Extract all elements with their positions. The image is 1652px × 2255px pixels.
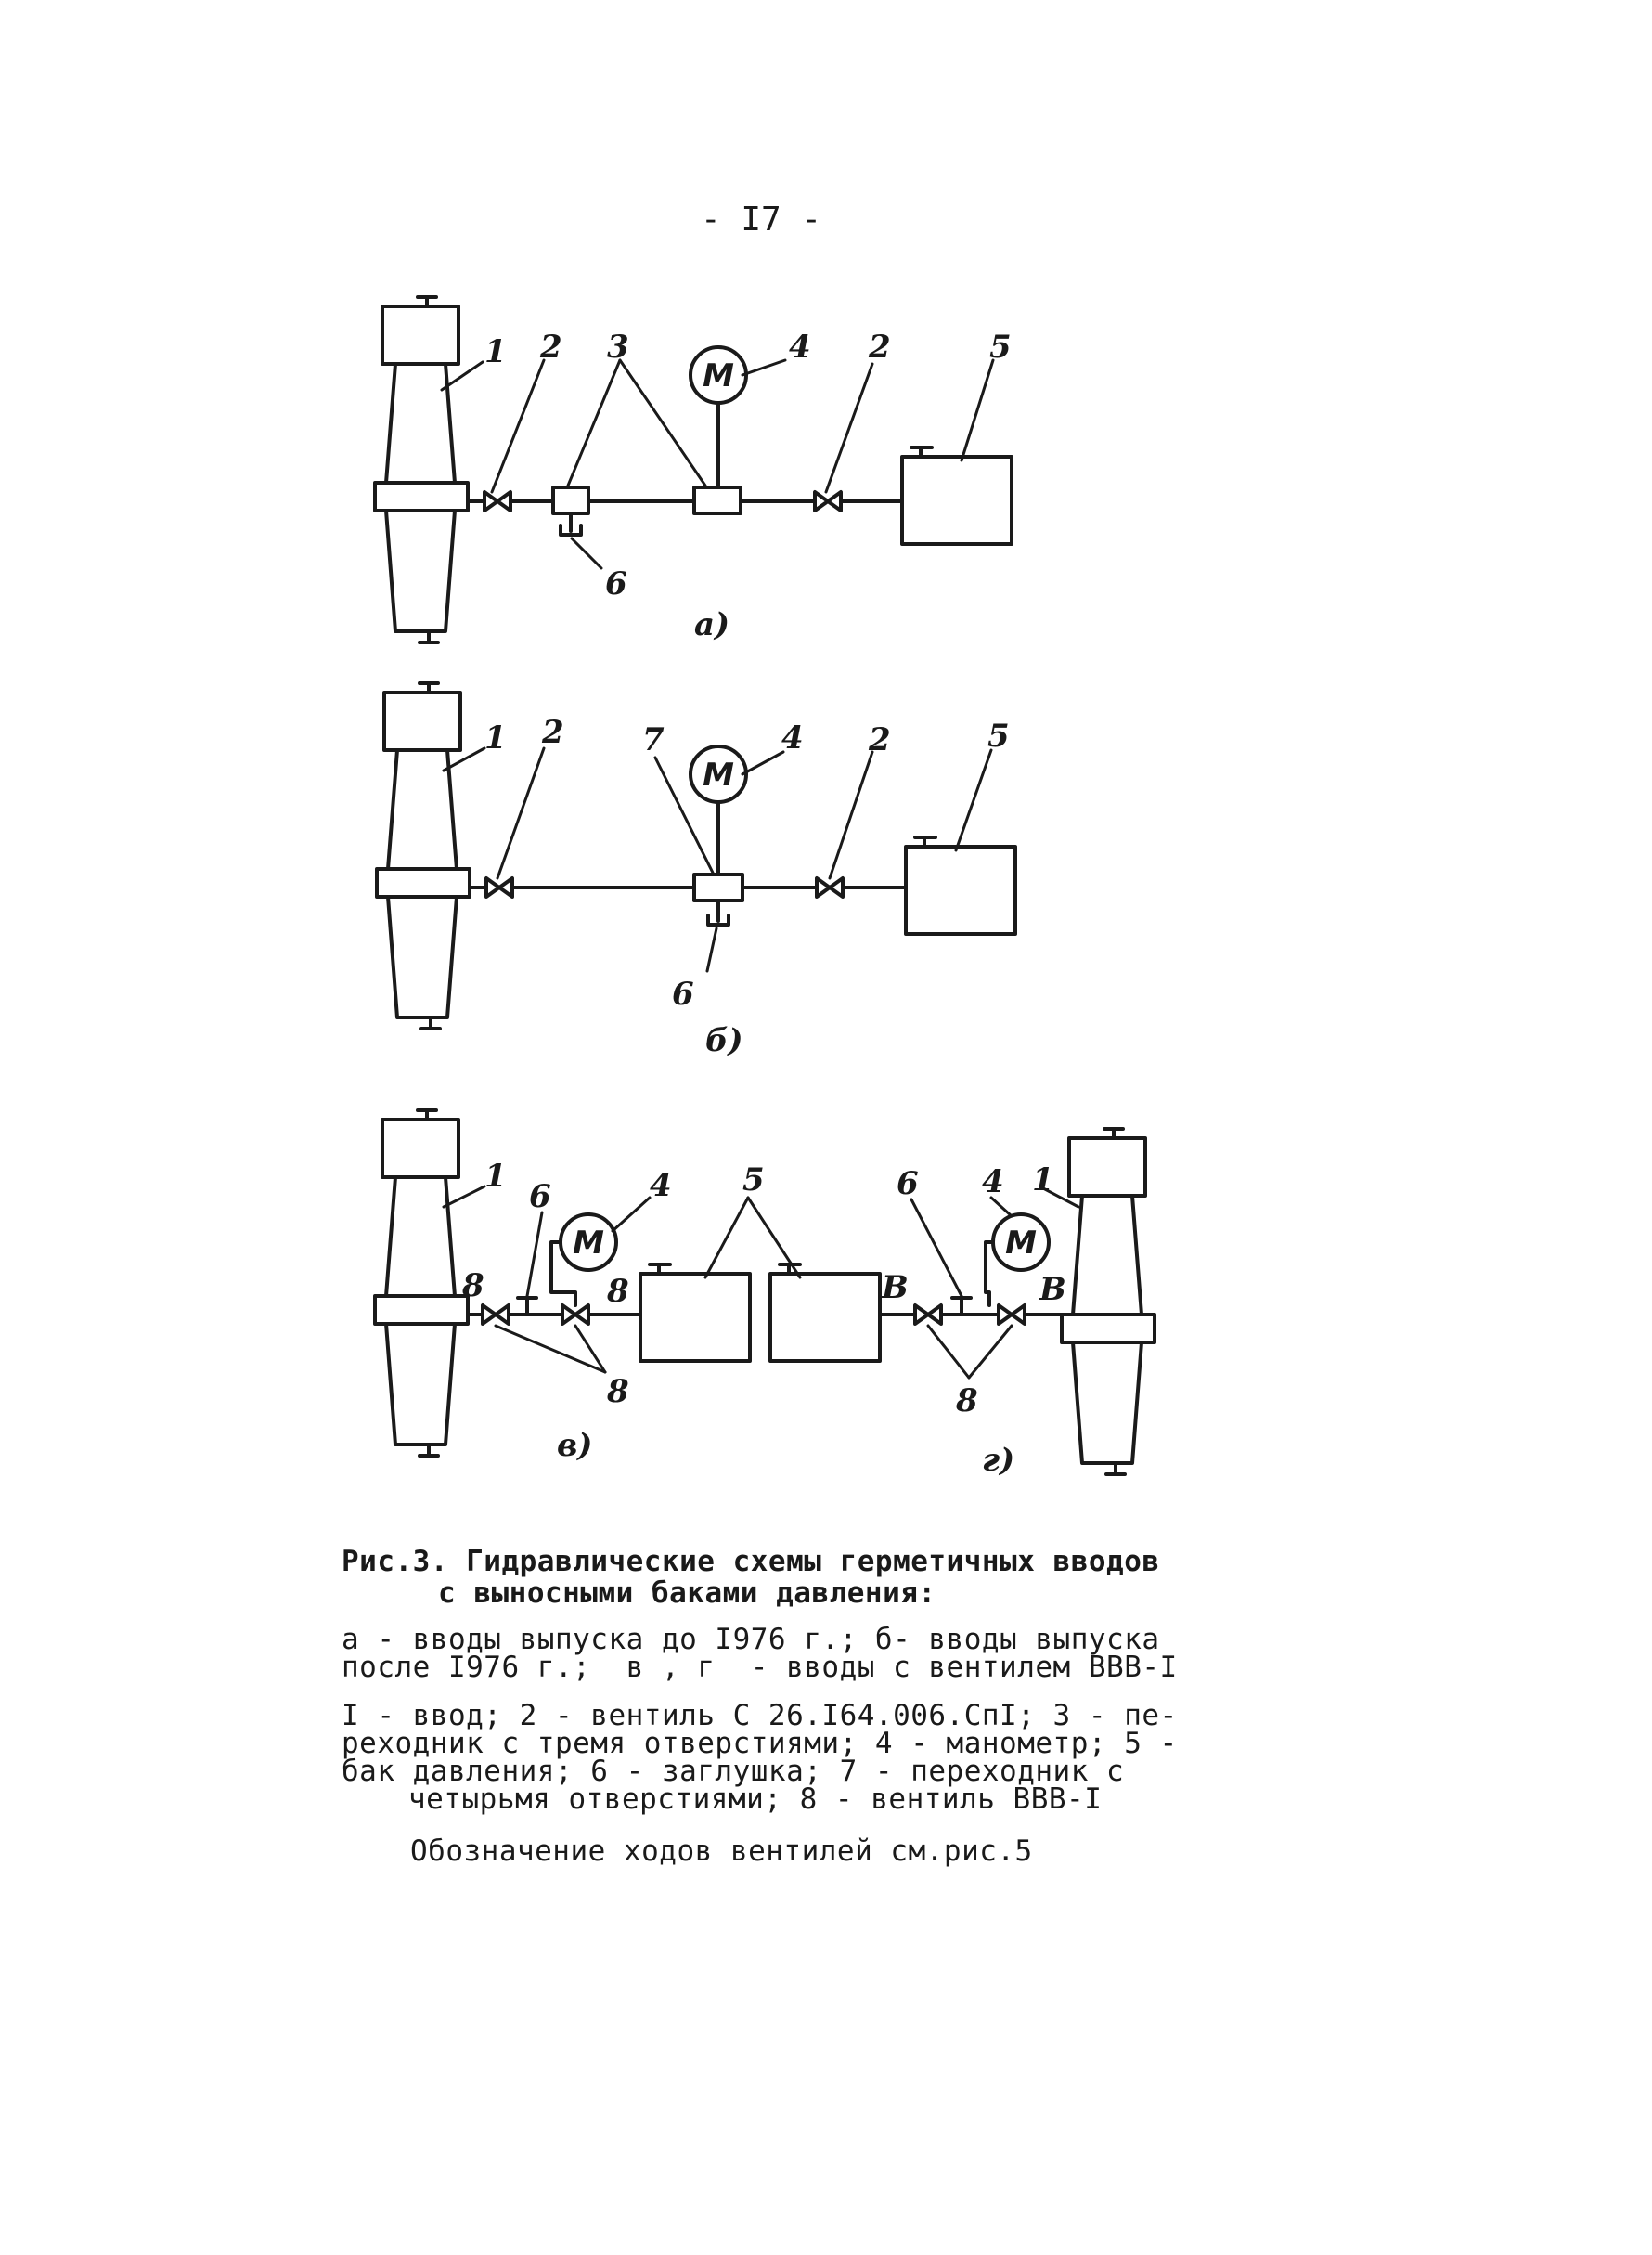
label-5: 5 (742, 1161, 765, 1199)
tank-5-left (640, 1264, 750, 1361)
label-1: 1 (484, 1158, 507, 1195)
label-2-right: 2 (869, 721, 891, 758)
label-5: 5 (989, 329, 1012, 366)
page-number: - I7 - (700, 201, 822, 239)
label-8-bottom: 8 (956, 1382, 978, 1419)
valve-8-right-b (999, 1305, 1025, 1324)
adapter-3b (694, 487, 741, 513)
bushing-1-left (375, 1110, 468, 1456)
tank-5-right (770, 1264, 880, 1361)
label-4: 4 (982, 1163, 1004, 1200)
caption-note: Обозначение ходов вентилей см.рис.5 (410, 1834, 1033, 1868)
label-1: 1 (484, 719, 507, 757)
valve-8-right-a (915, 1305, 941, 1324)
label-4: 4 (781, 719, 804, 757)
label-8-left: 8 (462, 1267, 484, 1304)
bushing-1-right (1062, 1129, 1155, 1474)
label-6: 6 (529, 1178, 551, 1215)
caption-legend2-line4: четырьмя отверстиями; 8 - вентиль ВВВ-I (408, 1782, 1103, 1816)
diagram-v (375, 1110, 750, 1464)
label-v-left: В (882, 1269, 909, 1306)
label-2-right: 2 (869, 329, 891, 366)
sublabel-g: г) (982, 1442, 1015, 1479)
caption-legend1-line2: после I976 г.; в , г - вводы с вентилем ВВВ-I (342, 1651, 1178, 1684)
tank-5 (902, 447, 1012, 544)
adapter-7 (694, 875, 742, 901)
label-v-right: В (1039, 1271, 1066, 1308)
label-4: 4 (789, 329, 811, 366)
valve-2 (486, 878, 512, 897)
label-7: 7 (642, 721, 665, 758)
label-1: 1 (1032, 1161, 1054, 1199)
manometer-label: М (703, 357, 734, 395)
caption-title-line1: Рис.3. Гидравлические схемы герметичных вводов (342, 1545, 1160, 1578)
label-3: 3 (607, 329, 629, 366)
manometer-label: М (573, 1225, 604, 1262)
caption-legend2-line3: бак давления; 6 - заглушка; 7 - переходник с (342, 1755, 1125, 1788)
valve-2b (815, 492, 841, 511)
label-6: 6 (605, 565, 627, 603)
caption-title-line2: с выносными баками давления: (438, 1576, 936, 1610)
diagram-a (375, 297, 1012, 643)
adapter-3 (553, 487, 588, 513)
tank-5 (906, 837, 1015, 934)
label-8-bottom: 8 (607, 1373, 629, 1410)
manometer-label: М (1005, 1225, 1037, 1262)
label-6: 6 (897, 1165, 919, 1202)
label-4: 4 (650, 1167, 672, 1204)
label-2: 2 (542, 714, 564, 751)
label-1: 1 (484, 333, 507, 370)
diagram-g (705, 1129, 1155, 1479)
caption-legend2-line1: I - ввод; 2 - вентиль С 26.I64.006.СпI; 3 - пе- (342, 1699, 1178, 1732)
label-6: 6 (672, 976, 694, 1013)
label-8-mid: 8 (607, 1273, 629, 1310)
sublabel-b: б) (705, 1022, 743, 1059)
sublabel-v: в) (557, 1427, 593, 1464)
valve-8-left-b (562, 1305, 588, 1324)
label-5: 5 (987, 718, 1010, 755)
caption-legend1-line1: а - вводы выпуска до I976 г.; б- вводы выпуска (342, 1623, 1160, 1656)
caption-legend2-line2: реходник с тремя отверстиями; 4 - манометр; 5 - (342, 1727, 1178, 1760)
label-2: 2 (540, 329, 562, 366)
valve-8-left-a (483, 1305, 509, 1324)
valve-2b (817, 878, 843, 897)
diagram-b (377, 683, 1015, 1059)
sublabel-a: а) (694, 606, 730, 643)
manometer-label: М (703, 757, 734, 794)
bushing-1 (375, 297, 468, 642)
valve-2 (484, 492, 510, 511)
bushing-1 (377, 683, 470, 1029)
